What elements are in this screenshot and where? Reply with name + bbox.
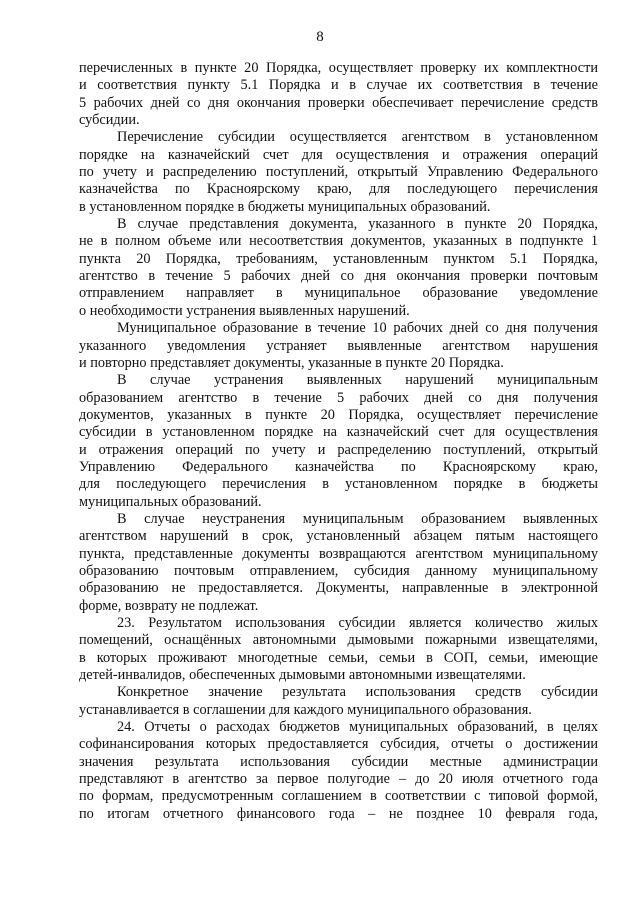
text-line: перечисленных в пункте 20 Порядка, осуществляет проверку их комплектности bbox=[79, 60, 598, 76]
text-line: указанного уведомления устраняет выявленные агентством нарушения bbox=[79, 337, 598, 354]
text-line: агентством нарушений в срок, установленный абзацем пятым настоящего bbox=[79, 528, 598, 545]
text-line: софинансирования которых предоставляется субсидия, отчеты о достижении bbox=[79, 736, 598, 753]
paragraph bbox=[79, 615, 598, 684]
text-line: пункта, представленные документы возвращаются агентством муниципальному bbox=[79, 545, 598, 562]
text-line: и отражения операций по учету и распределению поступлений, открытый bbox=[79, 441, 598, 458]
paragraph bbox=[79, 216, 598, 320]
text-line: и повторно представляет документы, указанные в пункте 20 Порядка. bbox=[79, 354, 504, 371]
text-line: по формам, предусмотренным соглашением в соответствии с типовой формой, bbox=[79, 788, 598, 805]
text-line: по учету и распределению поступлений, открытый Управлению Федерального bbox=[79, 164, 598, 181]
paragraph bbox=[79, 60, 598, 129]
text-line: форме, возврату не подлежат. bbox=[79, 597, 259, 614]
text-line: Муниципальное образование в течение 10 рабочих дней со дня получения bbox=[117, 320, 598, 337]
paragraph bbox=[79, 684, 598, 719]
text-line: для последующего перечисления в установленном порядке в бюджеты bbox=[79, 476, 598, 493]
text-line: В случае устранения выявленных нарушений муниципальным bbox=[117, 372, 598, 389]
text-line: документов, указанных в пункте 20 Порядка, осуществляет перечисление bbox=[79, 406, 598, 423]
text-line: по итогам отчетного финансового года – не позднее 10 февраля года, bbox=[79, 805, 598, 822]
text-line: агентство в течение 5 рабочих дней со дня окончания проверки почтовым bbox=[79, 268, 598, 285]
text-line: в установленном порядке в бюджеты муниципальных образований. bbox=[79, 198, 491, 215]
text-line: о необходимости устранения выявленных нарушений. bbox=[79, 302, 410, 319]
text-line: отправлением направляет в муниципальное образование уведомление bbox=[79, 285, 598, 302]
text-line: устанавливается в соглашении для каждого муниципального образования. bbox=[79, 701, 532, 718]
paragraph bbox=[79, 511, 598, 615]
paragraph bbox=[79, 320, 598, 372]
text-line: Управлению Федерального казначейства по Красноярскому краю, bbox=[79, 458, 598, 475]
text-line: образованию не предоставляется. Документы, направленные в электронной bbox=[79, 580, 598, 597]
paragraph bbox=[79, 129, 598, 216]
text-line: значения результата использования субсидии местные администрации bbox=[79, 753, 598, 770]
text-line: порядке на казначейский счет для осуществления и отражения операций bbox=[79, 146, 598, 163]
text-line: казначейства по Красноярскому краю, для последующего перечисления bbox=[79, 181, 598, 198]
text-line: 24. Отчеты о расходах бюджетов муниципальных образований, в целях bbox=[117, 719, 598, 736]
text-line: не в полном объеме или несоответствия документов, указанных в подпункте 1 bbox=[79, 233, 598, 250]
text-line: образованию почтовым отправлением, субсидия данному муниципальному bbox=[79, 562, 598, 579]
text-line: детей-инвалидов, обеспеченных дымовыми автономными извещателями. bbox=[79, 667, 526, 684]
paragraph bbox=[79, 372, 598, 511]
text-line: 5 рабочих дней со дня окончания проверки обеспечивает перечисление средств bbox=[79, 94, 598, 111]
text-line: помещений, оснащённых автономными дымовыми пожарными извещателями, bbox=[79, 632, 598, 649]
text-line: представляют в агентство за первое полугодие – до 20 июля отчетного года bbox=[79, 771, 598, 788]
paragraph bbox=[79, 719, 598, 823]
text-line: В случае представления документа, указанного в пункте 20 Порядка, bbox=[117, 216, 598, 233]
text-line: и соответствия пункту 5.1 Порядка и в случае их соответствия в течение bbox=[79, 77, 598, 94]
text-line: В случае неустранения муниципальным образованием выявленных bbox=[117, 510, 598, 527]
text-line: субсидии. bbox=[79, 112, 140, 129]
page-number: 8 bbox=[316, 29, 324, 45]
text-line: субсидии в установленном порядке на казначейский счет для осуществления bbox=[79, 424, 598, 441]
text-line: пункта 20 Порядка, требованиям, установленным пунктом 5.1 Порядка, bbox=[79, 250, 598, 267]
text-line: образованием агентство в течение 5 рабочих дней со дня получения bbox=[79, 389, 598, 406]
text-line: Конкретное значение результата использования средств субсидии bbox=[117, 684, 598, 701]
text-line: муниципальных образований. bbox=[79, 493, 262, 510]
text-line: Перечисление субсидии осуществляется агентством в установленном bbox=[117, 129, 598, 146]
text-line: в которых проживают многодетные семьи, семьи в СОП, семьи, имеющие bbox=[79, 649, 598, 666]
text-line: 23. Результатом использования субсидии является количество жилых bbox=[117, 615, 598, 631]
document-body bbox=[79, 60, 598, 823]
